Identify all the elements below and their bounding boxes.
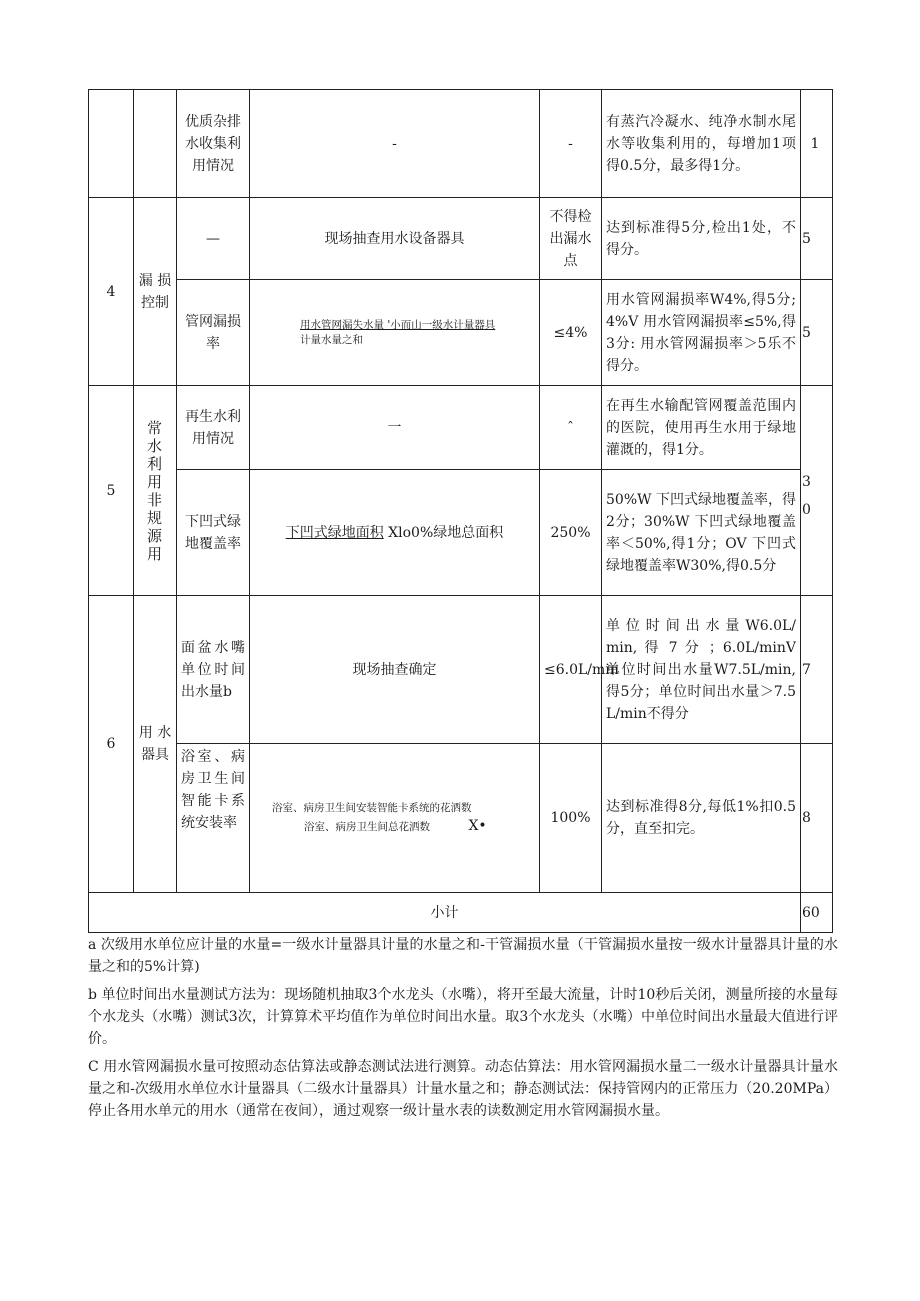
standard-cell: - xyxy=(540,90,602,198)
standard-cell: ˆ xyxy=(540,386,602,470)
category-cell xyxy=(134,386,177,596)
score-cell: 3 0 xyxy=(801,386,833,596)
formula-numerator: 浴室、病房卫生间安装智能卡系统的花洒数 xyxy=(272,801,472,814)
footnotes xyxy=(88,934,838,1128)
formula-numerator: 下凹式绿地面积 xyxy=(285,524,384,541)
category-cell xyxy=(134,90,177,198)
method-cell: 一 xyxy=(250,386,540,470)
method-cell: 现场抽查确定 xyxy=(250,596,540,744)
evaluation-table xyxy=(88,89,833,933)
standard-cell: 100% xyxy=(540,744,602,893)
method-cell xyxy=(250,280,540,386)
score-cell: 7 xyxy=(801,596,833,744)
score-cell: 1 xyxy=(801,90,833,198)
standard-cell: 250% xyxy=(540,470,602,596)
score-cell: 8 xyxy=(801,744,833,893)
subtotal-score: 60 xyxy=(801,893,833,933)
item-cell: 管网漏损率 xyxy=(177,280,250,386)
formula-rest: Xlo0%绿地总面积 xyxy=(383,524,504,541)
item-cell: 下凹式绿地覆盖率 xyxy=(177,470,250,596)
rule-cell: 50%W 下凹式绿地覆盖率，得2分；30%W 下凹式绿地覆盖率＜50%,得1分；OV 下凹式绿地覆盖率W30%,得0.5分 xyxy=(602,470,801,596)
formula-denominator: 计量水量之和 xyxy=(300,333,363,346)
category-cell: 用 水器具 xyxy=(134,596,177,893)
category-vertical-text: 常水利用非规源用 xyxy=(147,418,163,563)
method-cell xyxy=(250,470,540,596)
rule-cell: 单 位 时 间 出 水 量 W6.0L/min, 得 7 分 ；6.0L/minV 单位时间出水量W7.5L/min,得5分；单位时间出水量＞7.5L/min不得分 xyxy=(602,596,801,744)
item-cell: 优质杂排水收集利用情况 xyxy=(177,90,250,198)
rule-cell: 用水管网漏损率W4%,得5分;4%V 用水管网漏损率≤5%,得3分: 用水管网漏损率＞5乐不得分。 xyxy=(602,280,801,386)
table-row xyxy=(89,90,833,198)
standard-cell: ≤4% xyxy=(540,280,602,386)
rule-cell: 达到标准得8分,每低1%扣0.5分，直至扣完。 xyxy=(602,744,801,893)
formula-denominator: 浴室、病房卫生间总花洒数 xyxy=(304,820,430,833)
item-cell: 再生水利用情况 xyxy=(177,386,250,470)
formula-numerator: 用水管网漏失水量 '小而山一级水计量器具 xyxy=(300,318,496,331)
subtotal-label: 小计 xyxy=(89,893,801,933)
rule-cell: 达到标准得5分,检出1处，不得分。 xyxy=(602,198,801,280)
table-row xyxy=(89,386,833,470)
category-cell: 漏 损控制 xyxy=(134,198,177,386)
seq-cell: 5 xyxy=(89,386,134,596)
item-cell: — xyxy=(177,198,250,280)
table-row xyxy=(89,198,833,280)
table-row xyxy=(89,280,833,386)
table-row xyxy=(89,596,833,744)
standard-cell: 不得检出漏水点 xyxy=(540,198,602,280)
formula-multiplier: X• xyxy=(468,817,487,834)
method-cell: 现场抽查用水设备器具 xyxy=(250,198,540,280)
method-cell: - xyxy=(250,90,540,198)
seq-cell: 4 xyxy=(89,198,134,386)
footnote-c: C 用水管网漏损水量可按照动态估算法或静态测试法进行测算。动态估算法：用水管网漏损水量二一级水计量器具计量水量之和-次级用水单位水计量器具（二级水计量器具）计量水量之和；静态测试法：保持管网内的正常压力（20.20MPa）停止各用水单元的用水（通常在夜间），通过观察一级计量水表的读数测定用水管网漏损水量。 xyxy=(88,1059,838,1119)
footnote-b: b 单位时间出水量测试方法为：现场随机抽取3个水龙头（水嘴），将开至最大流量，计时10秒后关闭，测量所接的水量每个水龙头（水嘴）测试3次，计算算术平均值作为单位时间出水量。取3个水龙头（水嘴）中单位时间出水量最大值进行评价。 xyxy=(88,987,838,1047)
footnote-a: a 次级用水单位应计量的水量=一级水计量器具计量的水量之和-干管漏损水量（干管漏损水量按一级水计量器具计量的水量之和的5%计算) xyxy=(88,937,838,975)
seq-cell: 6 xyxy=(89,596,134,893)
standard-cell: ≤6.0L/min xyxy=(540,596,602,744)
score-cell: 5 xyxy=(801,280,833,386)
seq-cell xyxy=(89,90,134,198)
subtotal-row xyxy=(89,893,833,933)
rule-cell: 有蒸汽冷凝水、纯净水制水尾水等收集利用的，每增加1项得0.5分，最多得1分。 xyxy=(602,90,801,198)
table-row xyxy=(89,470,833,596)
method-cell xyxy=(250,744,540,893)
table-row xyxy=(89,744,833,893)
item-cell: 浴室、病房卫生间智能卡系统安装率 xyxy=(177,744,250,893)
score-cell: 5 xyxy=(801,198,833,280)
item-cell: 面盆水嘴单位时间出水量b xyxy=(177,596,250,744)
rule-cell: 在再生水输配管网覆盖范围内的医院，使用再生水用于绿地灌溉的，得1分。 xyxy=(602,386,801,470)
